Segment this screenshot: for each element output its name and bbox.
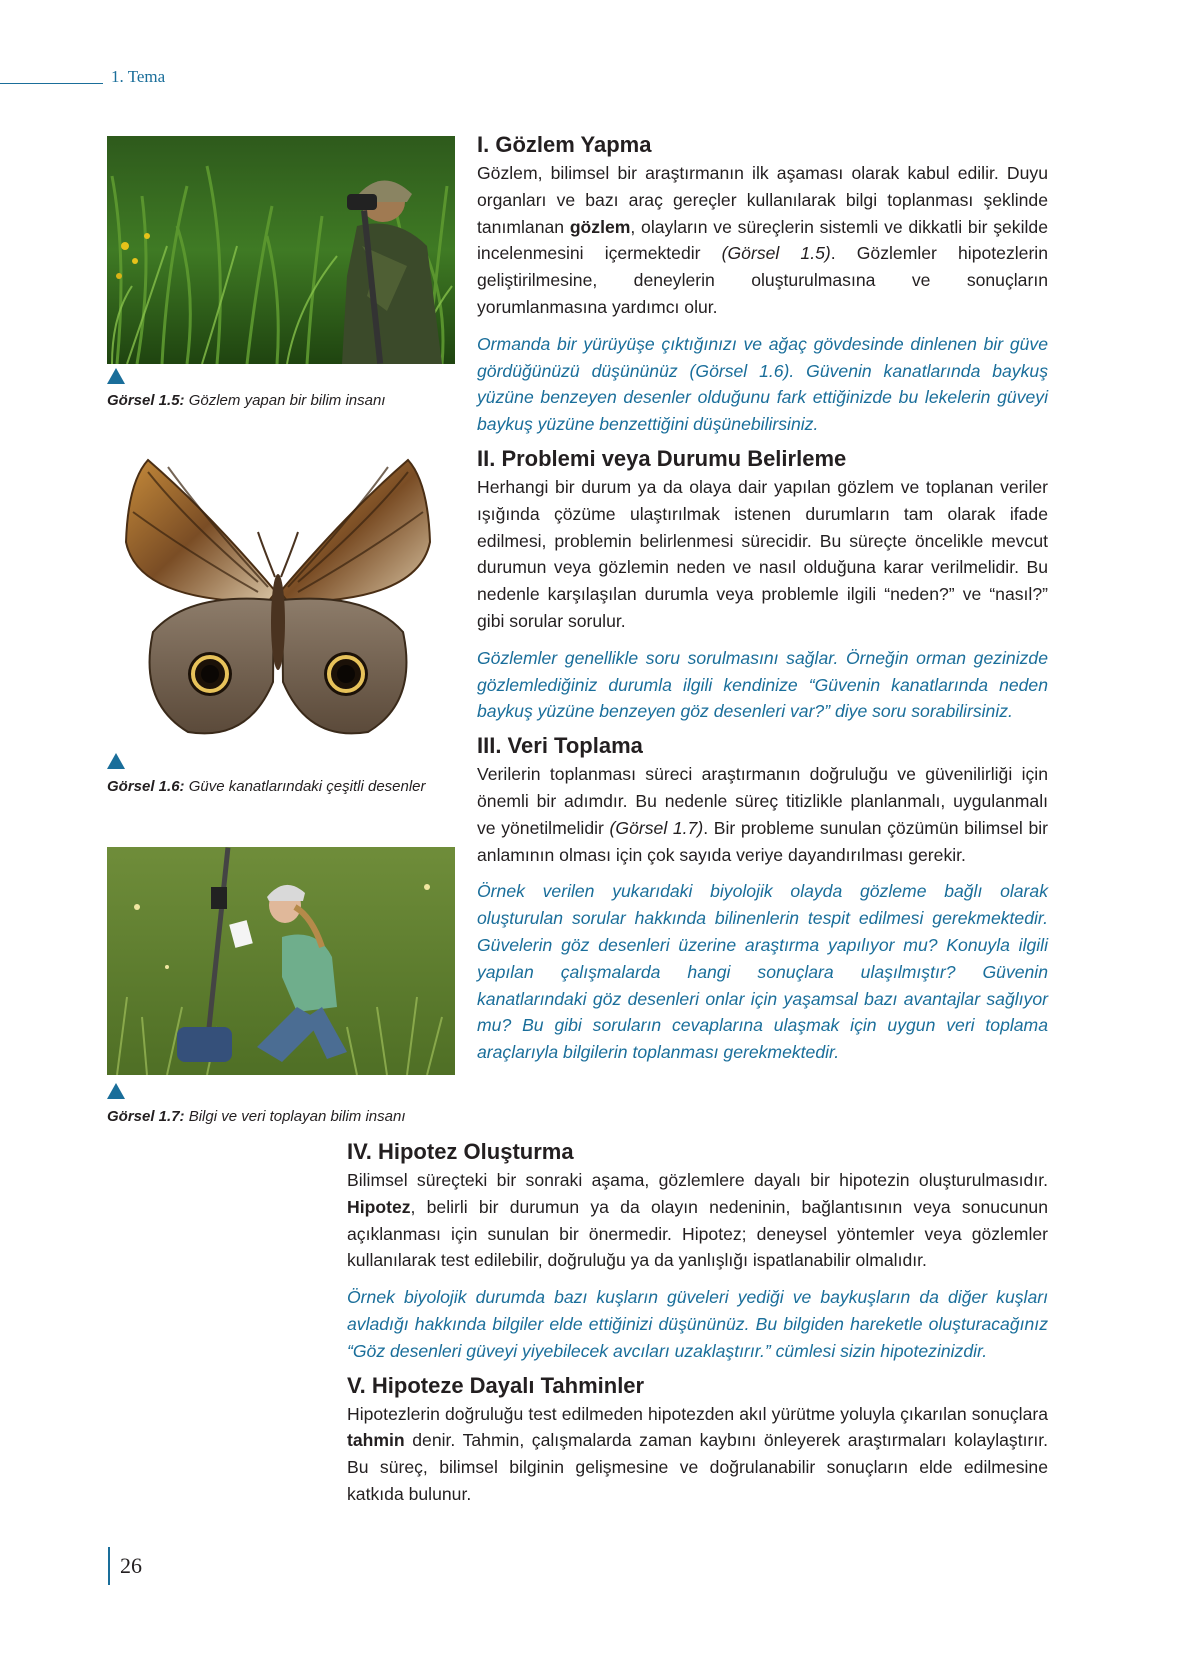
figure-label: Görsel 1.7: [107,1108,185,1125]
figure-caption-1-5 [107,392,385,409]
figure-reference: (Görsel 1.5) [721,243,831,264]
figure-label: Görsel 1.6: [107,778,185,795]
section-title-hypothesis: IV. Hipotez Oluşturma [347,1139,574,1164]
section-title-data-collection: III. Veri Toplama [477,733,643,759]
text-run: Verilerin toplanması süreci araştırmanın doğruluğu ve güvenilirliği için önemli bir adımdır. Bu nedenle süreç titizlikle planlanmalı, uygulanmalı ve yönetilmelidir [477,764,1048,838]
text-run: . Gözlemler hipotezlerin geliştirilmesine, deneylerin oluşturulmasına ve sonuçların yorumlanmasına yardımcı olur. [477,243,1049,317]
observing-scientist-illustration [107,136,455,364]
photo-observing-scientist [107,136,455,364]
text-run: Gözlem, bilimsel bir araştırmanın ilk aşaması olarak kabul edilir. Duyu organları ve bazı araç gereçler kullanılarak bilgi toplanması şeklinde tanımlanan [477,163,1048,237]
section-title-problem: II. Problemi veya Durumu Belirleme [477,445,847,471]
example-note: Ormanda bir yürüyüşe çıktığınızı ve ağaç gövdesinde dinlenen bir güve gördüğünüzü düşününüz (Görsel 1.6). Güvenin kanatlarında baykuş yüzüne benzeyen desenler olduğunu fark ettiğinizde bu lekelerin güveyi baykuş yüzüne benzettiğini düşünebilirsiniz. [477,333,1048,435]
figure-caption-text: Güve kanatlarındaki çeşitli desenler [188,778,426,795]
bold-term: Hipotez [347,1196,411,1217]
example-note: Örnek verilen yukarıdaki biyolojik olayda gözleme bağlı olarak oluşturulan sorular hakkında bilinenlerin tespit edilmesi gerekmektedir. Güvelerin göz desenleri üzerine araştırma yapılıyor mu? Konuyla ilgili yapılan çalışmalarda hangi sonuçlara ulaşılmıştır? Güvenin kanatlarındaki göz desenleri onlar için yaşamsal bazı avantajlar sağlıyor mu? Bu gibi soruların cevaplarına ulaşmak için uygun veri toplama araçlarıyla bilgilerin toplanması gerekmektedir. [477,881,1048,1063]
section-paragraph: Herhangi bir durum ya da olaya dair yapılan gözlem ve toplanan veriler ışığında çözüme ulaştırılmak istenen durumların tam olarak ifade edilmesi, problemin belirlenmesi sürecidir. Bu süreçte öncelikle mevcut durumun veya gözlemin neden ve nasıl olduğuna karar verilmelidir. Bu nedenle karşılaşılan durumla veya problemle ilgili “neden?” ve “nasıl?” gibi sorular sorulur. [477,476,1048,631]
text-run: , olayların ve süreçlerin sistemli ve dikkatli bir şekilde incelenmesini içermektedir [477,216,1048,264]
section-header: 1. Tema [111,67,166,86]
figure-caption-text: Gözlem yapan bir bilim insanı [188,392,386,409]
text-run: . Bir probleme sunulan çözümün bilimsel bir anlamının olması için çok sayıda veriye dayandırılması gerekir. [477,817,1049,865]
triangle-up-icon [107,368,125,384]
example-note: Gözlemler genellikle soru sorulmasını sağlar. Örneğin orman gezinizde gözlemlediğiniz durumla ilgili kendinize “Güvenin kanatlarında neden baykuş yüzüne benzeyen göz desenleri var?” diye soru sorabilirsiniz. [477,647,1048,722]
figure-caption-1-7 [107,1108,406,1125]
page-number: 26 [120,1553,142,1578]
text-run: denir. Tahmin, çalışmalarda zaman kaybını önleyerek araştırmaları kolaylaştırır. Bu süreç, bilimsel bilginin gelişmesine ve doğrulanabilir sonuçların elde edilmesine katkıda bulunur. [347,1430,1048,1504]
figure-label: Görsel 1.5: [107,392,185,409]
figure-caption-text: Bilgi ve veri toplayan bilim insanı [188,1108,406,1125]
triangle-up-icon [107,1083,125,1099]
triangle-up-icon [107,753,125,769]
section-paragraph [347,1167,1048,1274]
page-number-rule [108,1547,110,1585]
example-note: Örnek biyolojik durumda bazı kuşların güveleri yediği ve baykuşların da diğer kuşları avladığı hakkında bilgiler elde ettiğinizi düşününüz. Bu bilgiden hareketle oluşturacağınız “Göz desenleri güveyi yiyebilecek avcıları uzaklaştırır.” cümlesi sizin hipotezinizdir. [347,1287,1048,1361]
owl-butterfly-illustration [118,452,438,744]
photo-owl-butterfly [118,452,438,744]
section-paragraph [477,160,1048,321]
wide-column [347,1137,1048,1508]
figure-caption-1-6 [107,778,426,795]
text-run: Hipotezlerin doğruluğu test edilmeden hipotezden akıl yürütme yoluyla çıkarılan sonuçlara [347,1403,1048,1424]
main-column [477,130,1048,1066]
bold-term: tahmin [347,1430,405,1451]
header-rule [0,83,103,84]
section-paragraph [347,1401,1048,1508]
data-collecting-scientist-illustration [107,847,455,1075]
text-run: Bilimsel süreçteki bir sonraki aşama, gözlemlere dayalı bir hipotezin oluşturulmasıdır. [347,1170,1048,1190]
section-paragraph [477,761,1048,868]
bold-term: gözlem [569,216,631,237]
figure-reference: (Görsel 1.7) [609,817,704,838]
text-run: , belirli bir durumun ya da olayın nedeninin, bağlantısının veya sonucunun açıklanması için sunulan bir önermedir. Hipotez; deneysel yöntemler veya gözlemler kullanılarak test edilebilir, doğruluğu ya da yanlışlığı ispatlanabilir olmalıdır. [347,1196,1048,1271]
section-title-observation: I. Gözlem Yapma [477,132,652,157]
photo-data-collecting-scientist [107,847,455,1075]
section-title-predictions: V. Hipoteze Dayalı Tahminler [347,1372,645,1398]
